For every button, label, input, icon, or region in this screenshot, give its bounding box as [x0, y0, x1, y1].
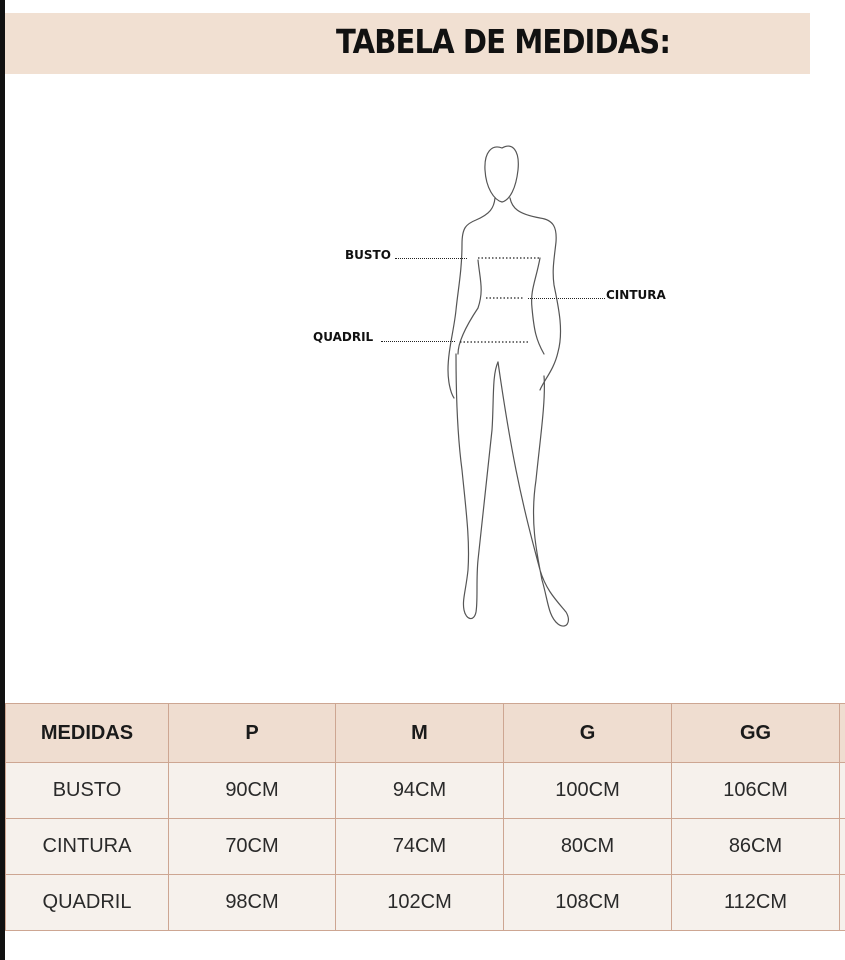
row-label: CINTURA	[6, 819, 169, 875]
table-cell: 94CM	[336, 763, 504, 819]
table-cell: 106CM	[672, 763, 840, 819]
head-outline	[485, 146, 518, 202]
column-header: GG	[672, 704, 840, 763]
page-title: TABELA DE MEDIDAS:	[336, 22, 671, 61]
right-leg-outline	[498, 362, 568, 626]
body-silhouette-illustration	[440, 140, 590, 640]
row-label: QUADRIL	[6, 875, 169, 931]
busto-leader-dots	[395, 258, 467, 259]
table-row	[6, 763, 845, 819]
table-row	[6, 819, 845, 875]
busto-label: BUSTO	[345, 248, 391, 262]
table-row	[6, 875, 845, 931]
column-header: MEDIDAS	[6, 704, 169, 763]
table-cell: 112CM	[672, 875, 840, 931]
table-cell: 98CM	[169, 875, 336, 931]
row-label: BUSTO	[6, 763, 169, 819]
table-cell: 108CM	[504, 875, 672, 931]
column-header: M	[336, 704, 504, 763]
table-cell: 102CM	[336, 875, 504, 931]
table-cell: 74CM	[336, 819, 504, 875]
size-table	[5, 703, 845, 931]
quadril-label: QUADRIL	[313, 330, 374, 344]
column-header: P	[169, 704, 336, 763]
table-cell: 100CM	[504, 763, 672, 819]
torso-right-outline	[510, 198, 561, 390]
torso-left-outline	[448, 198, 495, 398]
table-cell-edge	[840, 763, 845, 819]
waist-left-outline	[458, 260, 481, 354]
table-cell: 70CM	[169, 819, 336, 875]
left-leg-outline	[456, 354, 498, 619]
cintura-label: CINTURA	[606, 288, 666, 302]
column-header-edge	[840, 704, 845, 763]
table-cell-edge	[840, 819, 845, 875]
table-cell-edge	[840, 875, 845, 931]
column-header: G	[504, 704, 672, 763]
table-cell: 90CM	[169, 763, 336, 819]
table-cell: 86CM	[672, 819, 840, 875]
quadril-leader-dots	[381, 341, 455, 342]
cintura-leader-dots	[528, 298, 605, 299]
waist-right-outline	[532, 258, 544, 354]
table-header-row	[6, 704, 845, 763]
table-cell: 80CM	[504, 819, 672, 875]
